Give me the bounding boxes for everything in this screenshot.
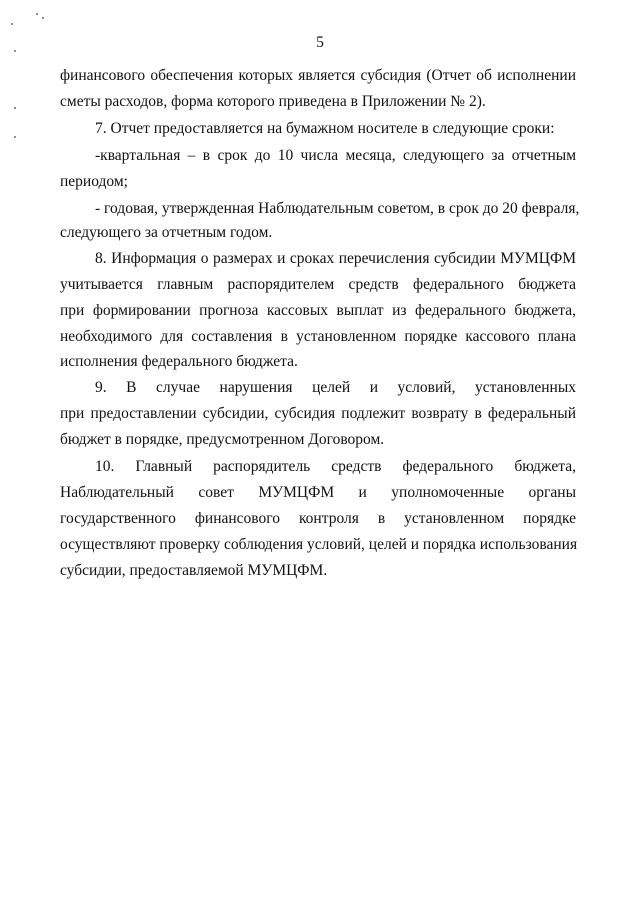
paragraph-9-line: бюджет в порядке, предусмотренном Договором.	[60, 431, 385, 448]
body-line: финансового обеспечения которых является субсидия (Отчет об исполнении	[60, 67, 576, 84]
quarterly-line: -квартальная – в срок до 10 числа месяца, следующего за отчетным	[95, 147, 576, 164]
paragraph-10-line: осуществляют проверку соблюдения условий, целей и порядка использования	[60, 536, 578, 553]
paragraph-10-line: государственного финансового контроля в установленном порядке	[60, 510, 576, 527]
paragraph-8-line: при формировании прогноза кассовых выплат из федерального бюджета,	[60, 302, 576, 319]
annual-line: следующего за отчетным годом.	[60, 224, 273, 241]
scan-speck	[14, 136, 16, 138]
body-line: сметы расходов, форма которого приведена в Приложении № 2).	[60, 93, 486, 110]
scan-speck	[11, 23, 13, 25]
paragraph-8-line: необходимого для составления в установленном порядке кассового плана	[60, 328, 576, 345]
scan-speck	[42, 17, 44, 19]
paragraph-10-line: 10. Главный распорядитель средств федерального бюджета,	[95, 458, 576, 475]
quarterly-line: периодом;	[60, 173, 128, 190]
paragraph-8-line: учитывается главным распорядителем средств федерального бюджета	[60, 276, 576, 293]
annual-line: - годовая, утвержденная Наблюдательным советом, в срок до 20 февраля,	[95, 200, 580, 217]
paragraph-10-line: субсидии, предоставляемой МУМЦФМ.	[60, 562, 328, 579]
scan-speck	[14, 107, 16, 109]
paragraph-7-line: 7. Отчет предоставляется на бумажном носителе в следующие сроки:	[95, 120, 555, 137]
paragraph-8-line: 8. Информация о размерах и сроках перечисления субсидии МУМЦФМ	[95, 250, 576, 267]
page-number: 5	[316, 34, 324, 51]
paragraph-8-line: исполнения федерального бюджета.	[60, 353, 298, 370]
paragraph-9-line: при предоставлении субсидии, субсидия подлежит возврату в федеральный	[60, 405, 576, 422]
scan-speck	[36, 13, 38, 15]
paragraph-9-line: 9. В случае нарушения целей и условий, установленных	[95, 379, 576, 396]
paragraph-10-line: Наблюдательный совет МУМЦФМ и уполномоченные органы	[60, 484, 576, 501]
